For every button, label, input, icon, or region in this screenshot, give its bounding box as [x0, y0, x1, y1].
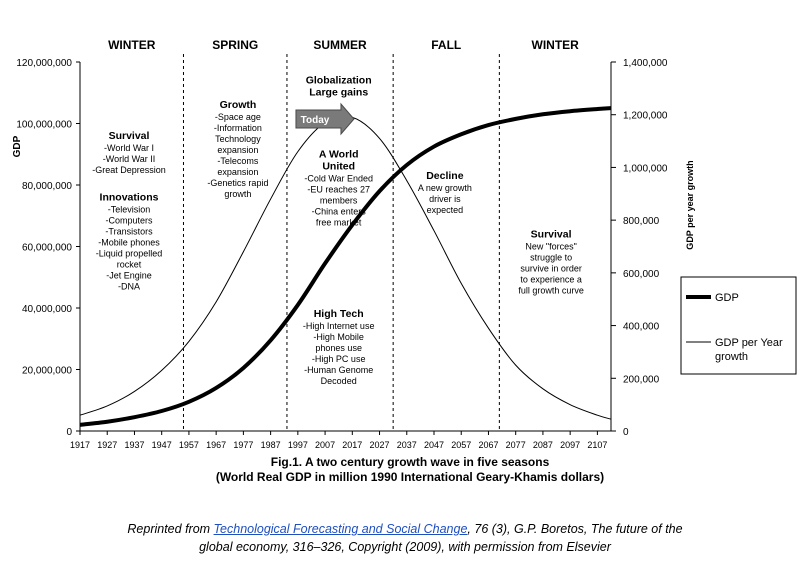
annotation-line: -EU reaches 27: [307, 184, 370, 195]
annotation-line: -Great Depression: [92, 164, 166, 175]
x-tick-label: 1987: [260, 440, 281, 450]
y-left-tick-label: 60,000,000: [21, 242, 72, 254]
annotation-title: Growth: [219, 99, 257, 112]
reprint-credit: [30, 520, 780, 556]
chart-title: Fig.1. A two century growth wave in five seasons: [270, 455, 550, 469]
x-tick-label: 2057: [451, 440, 472, 450]
annotation-line: expansion: [217, 167, 259, 178]
annotation-line: expected: [426, 204, 464, 215]
annotation-line: -Computers: [105, 215, 153, 226]
chart-subtitle: (World Real GDP in million 1990 International Geary-Khamis dollars): [215, 470, 605, 484]
annotation-line: -World War II: [102, 153, 156, 164]
annotation-title: United: [322, 160, 356, 173]
y-left-tick-label: 120,000,000: [16, 58, 72, 69]
annotation-line: Technology: [215, 134, 261, 145]
annotation-title: Large gains: [309, 86, 369, 99]
y-right-axis-title: GDP per year growth: [685, 160, 695, 250]
x-tick-label: 2087: [532, 440, 553, 450]
y-right-tick-label: 600,000: [623, 268, 660, 280]
credit-line2: global economy, 316–326, Copyright (2009), with permission from Elsevier: [199, 540, 611, 554]
x-tick-label: 1937: [124, 440, 145, 450]
x-tick-label: 2037: [396, 440, 417, 450]
y-left-tick-label: 20,000,000: [21, 365, 72, 377]
annotation-line: -China enters: [311, 206, 366, 217]
annotation-line: driver is: [429, 193, 461, 204]
annotation-title: Innovations: [99, 191, 159, 204]
annotation-title: Survival: [530, 228, 572, 241]
annotation-line: -Jet Engine: [106, 270, 152, 281]
x-tick-label: 2097: [560, 440, 581, 450]
annotation-line: -Transistors: [105, 226, 153, 237]
x-tick-label: 2047: [423, 440, 445, 450]
x-tick-label: 2007: [315, 440, 336, 450]
annotation-line: survive in order: [520, 263, 582, 274]
annotation-line: to experience a: [520, 274, 582, 285]
annotation-line: -World War I: [104, 142, 155, 153]
y-left-tick-label: 0: [66, 427, 72, 438]
season-label: SUMMER: [313, 38, 367, 52]
legend-growth-label-line1: GDP per Year: [715, 337, 783, 349]
annotation-line: -Human Genome: [304, 365, 374, 376]
annotation-line: -Telecoms: [217, 156, 259, 167]
annotation-line: struggle to: [530, 252, 573, 263]
annotation-line: phones use: [315, 343, 362, 354]
annotation-line: New "forces": [525, 241, 577, 252]
annotation-line: A new growth: [417, 182, 472, 193]
annotation-line: -High Internet use: [302, 321, 375, 332]
annotation-title: A World: [318, 148, 359, 161]
annotation-line: members: [319, 195, 358, 206]
annotation-line: -Mobile phones: [98, 237, 160, 248]
credit-prefix: Reprinted from: [127, 522, 214, 536]
chart-caption: [150, 455, 670, 485]
annotation-line: -Genetics rapid: [207, 178, 269, 189]
y-left-axis-title: GDP: [12, 135, 23, 158]
x-tick-label: 2027: [369, 440, 390, 450]
season-label: WINTER: [108, 38, 156, 52]
y-right-tick-label: 400,000: [623, 321, 660, 333]
x-tick-label: 1957: [178, 440, 199, 450]
x-tick-label: 2067: [478, 440, 499, 450]
y-left-tick-label: 80,000,000: [21, 181, 72, 192]
season-label: FALL: [431, 38, 462, 52]
x-tick-label: 2017: [342, 440, 363, 450]
y-left-tick-label: 40,000,000: [21, 304, 72, 315]
season-label: SPRING: [212, 38, 259, 52]
annotation-line: rocket: [116, 259, 142, 270]
annotation-line: full growth curve: [518, 285, 584, 296]
annotation-title: Globalization: [305, 74, 372, 87]
today-label: Today: [300, 115, 330, 126]
x-tick-label: 2077: [505, 440, 526, 450]
annotation-line: -Information: [213, 123, 262, 134]
journal-link[interactable]: Technological Forecasting and Social Change: [213, 522, 468, 536]
annotation-line: free market: [315, 217, 362, 228]
season-label: WINTER: [531, 38, 579, 52]
annotation-line: expansion: [217, 145, 259, 156]
annotation-line: Decoded: [320, 376, 357, 387]
x-tick-label: 1927: [97, 440, 118, 450]
x-tick-label: 1947: [151, 440, 172, 450]
annotation-title: Decline: [426, 169, 464, 182]
annotation-line: -Space age: [214, 112, 261, 123]
legend-gdp-label: GDP: [715, 292, 739, 304]
y-left-tick-label: 100,000,000: [16, 119, 72, 131]
x-tick-label: 2107: [587, 440, 608, 450]
annotation-line: -Television: [107, 204, 151, 215]
y-right-tick-label: 200,000: [623, 374, 660, 386]
annotation-line: -Liquid propelled: [95, 248, 163, 259]
y-right-tick-label: 1,200,000: [623, 110, 668, 122]
annotation-title: High Tech: [313, 308, 364, 321]
annotation-line: -High Mobile: [313, 332, 364, 343]
y-right-tick-label: 800,000: [623, 216, 660, 228]
annotation-line: -Cold War Ended: [304, 173, 374, 184]
annotation-line: -DNA: [118, 281, 141, 292]
x-tick-label: 1977: [233, 440, 254, 450]
y-right-tick-label: 1,400,000: [623, 58, 668, 69]
annotation-line: growth: [224, 189, 252, 200]
annotation-title: Survival: [108, 129, 150, 142]
annotation-line: -High PC use: [311, 354, 366, 365]
x-tick-label: 1997: [287, 440, 308, 450]
y-right-tick-label: 0: [623, 427, 629, 438]
legend-growth-label-line2: growth: [715, 351, 749, 363]
credit-rest-line1: , 76 (3), G.P. Boretos, The future of the: [467, 522, 683, 536]
x-tick-label: 1967: [206, 440, 227, 450]
y-right-tick-label: 1,000,000: [623, 163, 668, 175]
x-tick-label: 1917: [69, 440, 91, 450]
